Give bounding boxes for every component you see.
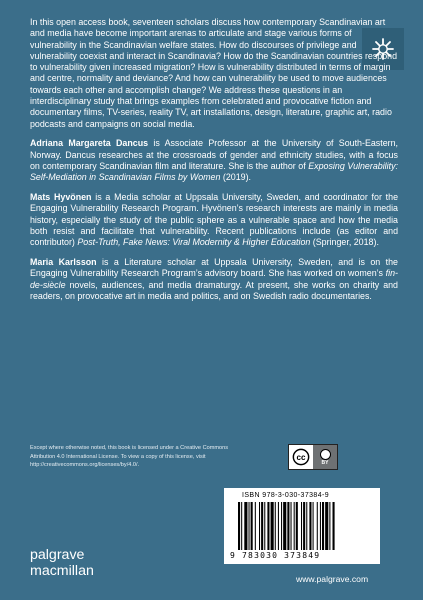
publisher-website: www.palgrave.com xyxy=(296,574,369,584)
author-bio-karlsson xyxy=(30,257,398,302)
license-notice: Except where otherwise noted, this book is licensed under a Creative Commons Attribution 4.0 International License. To view a copy of this license, visit http://creativecommons.org/licenses/by/4.0/. xyxy=(30,445,229,469)
cc-by-label: BY xyxy=(321,459,329,466)
bio-text: is a Literature scholar at Uppsala University, Sweden, and is on the Engaging Vulnerability Research Program’s advisory board. She has worked on women’s xyxy=(30,257,398,279)
bio-text: (2019). xyxy=(220,172,251,183)
cc-logo-icon xyxy=(289,445,313,469)
genre-term: fin-de-siècle xyxy=(30,268,398,290)
isbn-label: ISBN 978-3-030-37384-9 xyxy=(242,492,330,499)
barcode-bars-icon xyxy=(238,502,368,550)
creative-commons-badge xyxy=(288,444,338,470)
author-bio-dancus xyxy=(30,138,398,183)
cc-by-icon xyxy=(313,445,337,469)
back-cover-blurb xyxy=(30,17,398,311)
barcode xyxy=(224,488,380,564)
publisher-logo xyxy=(30,547,94,579)
bio-text: is Associate Professor at the University of South-Eastern, Norway. Dancus researches at the crossroads of gender and ethnicity studies, with a focus on contemporary Scandinavian film and literature. She is the author of xyxy=(30,138,398,172)
book-title: Post-Truth, Fake News: Viral Modernity & Higher Education xyxy=(77,237,311,248)
bio-text: is a Media scholar at Uppsala University, Sweden, and coordinator for the Engaging Vulnerability Research Program. Hyvönen’s research interests are mainly in media history, especially the study of the public sphere as a vulnerable space and how the media both resist and facilitate that vulnerability. Recent publications include (as editor and contributor) xyxy=(30,192,399,248)
author-name: Adriana Margareta Dancus xyxy=(30,138,149,149)
bio-text: (Springer, 2018). xyxy=(310,237,379,248)
publisher-name-line2: macmillan xyxy=(30,563,94,579)
intro-paragraph: In this open access book, seventeen scholars discuss how contemporary Scandinavian art and media have become important arenas to articulate and stage various forms of vulnerability in the Scandinavian welfare states. How do discourses of privilege and vulnerability coexist and interact in Scandinavia? How do the Scandinavian countries respond to vulnerability given increased migration? How is vulnerability distributed in terms of margin and centre, normality and deviance? And how can vulnerability be used to move audiences towards each other and accomplish change? We address these questions in an interdisciplinary study that brings examples from celebrated and provocative fiction and documentary films, TV-series, reality TV, art installations, design, literature, graphic art, radio podcasts and campaigns on social media. xyxy=(30,17,398,129)
bio-text: novels, audiences, and media dramaturgy. At present, she works on charity and readers, on provocative art in media and politics, and on Swedish radio documentaries. xyxy=(30,279,398,302)
book-title: Exposing Vulnerability: Self-Mediation in Scandinavian Films by Women xyxy=(30,161,398,183)
publisher-name-line1: palgrave xyxy=(30,547,85,563)
author-bio-hyvonen xyxy=(30,192,398,248)
svg-text:cc: cc xyxy=(296,453,306,463)
author-name: Mats Hyvönen xyxy=(30,192,92,203)
barcode-digits: 9 783030 373849 xyxy=(230,551,321,560)
author-name: Maria Karlsson xyxy=(30,257,97,268)
